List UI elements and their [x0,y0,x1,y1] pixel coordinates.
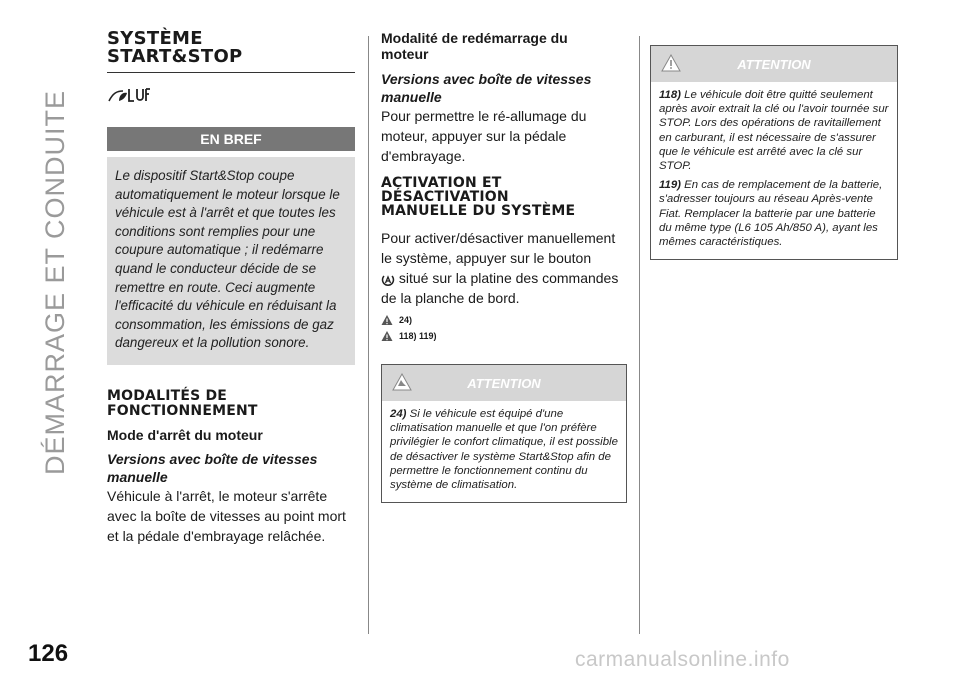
warning-triangle-icon [381,330,393,342]
chapter-side-title-text: DÉMARRAGE ET CONDUITE [40,89,70,475]
column-3 [650,45,898,260]
restart-subheading [381,70,627,106]
summary-text: Le dispositif Start&Stop coupe automatiquement le moteur lorsque le véhicule est à l'arrêt et que toutes les conditions sont remplies pour une coupure automatique ; il redémarre quand le conducteur décide de se remettre en route. Ceci augmente l'efficacité du véhicule en réduisant la consommation, les émissions de gaz dangereux et la pollution sonore. [107,157,355,365]
eco-leaf-icon [107,73,355,113]
activation-title-line3: MANUELLE DU SYSTÈME [381,203,576,219]
warning-body [651,82,897,259]
activation-title-line1: ACTIVATION ET [381,175,502,191]
subheading-line2: manuelle [107,468,168,485]
warning-ref-118-119 [381,330,627,342]
page-number: 126 [28,640,69,667]
activation-section-title [381,176,627,218]
column-divider-1 [368,36,369,634]
subheading-manual-versions [107,450,355,486]
section-title-line2: FONCTIONNEMENT [107,402,258,419]
activation-paragraph [381,228,627,308]
warning-box-118-119 [650,45,898,260]
warning-triangle-icon [381,314,393,326]
warning-number-119: 119) [659,179,681,192]
column-divider-2 [639,36,640,634]
restart-heading [381,30,627,62]
activation-title-line2: DÉSACTIVATION [381,189,509,205]
warning-box-header [651,46,897,82]
start-stop-a-icon [381,272,395,286]
warning-text-118: Le véhicule doit être quitté seulement après avoir extrait la clé ou l'avoir tournée sur STOP. Lors des opérations de ravitaillement en carburant, il est nécessaire de s'assurer que le véhicule est arrêté avec la clé sur STOP. [659,89,889,173]
restart-subheading-line2: manuelle [381,89,442,105]
restart-subheading-line1: Versions avec boîte de vitesses [381,71,592,87]
warning-text-119: En cas de remplacement de la batterie, s'adresser toujours au réseau Après-vente Fiat. Remplacer la batterie par une batterie du même type (L6 105 Ah/850 A), ayant les mêmes caractéristiques. [659,179,883,249]
warning-number-118: 118) [659,89,681,101]
warning-title: ATTENTION [737,56,811,72]
column-2 [381,30,627,503]
restart-paragraph: Pour permettre le ré-allumage du moteur, appuyer sur la pédale d'embrayage. [381,108,587,164]
page-title-line2: START&STOP [107,46,243,67]
subheading-line1: Versions avec boîte de vitesses [107,450,318,467]
warning-number: 24) [390,408,407,420]
warning-ref-118-119-text: 118) 119) [399,331,437,341]
warning-body [382,401,626,502]
engine-stop-paragraph: Véhicule à l'arrêt, le moteur s'arrête avec la boîte de vitesses au point mort et la pédale d'embrayage relâchée. [107,487,346,544]
warning-triangle-icon [392,373,412,391]
warning-box-header [382,365,626,401]
column-1 [107,30,355,546]
warning-triangle-icon [661,54,681,72]
warning-ref-24 [381,314,627,326]
restart-heading-line1: Modalité de redémarrage du [381,30,568,46]
warning-ref-24-text: 24) [399,315,413,325]
restart-heading-line2: moteur [381,46,429,62]
warning-text: Si le véhicule est équipé d'une climatisation manuelle et que l'on préfère privilégier le confort climatique, il est possible de désactiver le système Start&Stop afin de permettre le fonctionnement continu du système de climatisation. [390,408,618,492]
activation-text-a: Pour activer/désactiver manuellement le système, appuyer sur le bouton [381,230,616,266]
warning-title: ATTENTION [467,375,541,391]
subheading-engine-stop: Mode d'arrêt du moteur [107,426,263,443]
warning-box-24 [381,364,627,503]
page-title [107,30,355,73]
page-title-line1: SYSTÈME [107,28,203,49]
section-title-modalites [107,389,355,419]
activation-text-b: situé sur la platine des commandes de la planche de bord. [381,270,619,306]
watermark: carmanualsonline.info [575,648,790,671]
summary-banner: EN BREF [107,127,355,151]
section-title-line1: MODALITÉS DE [107,387,228,404]
